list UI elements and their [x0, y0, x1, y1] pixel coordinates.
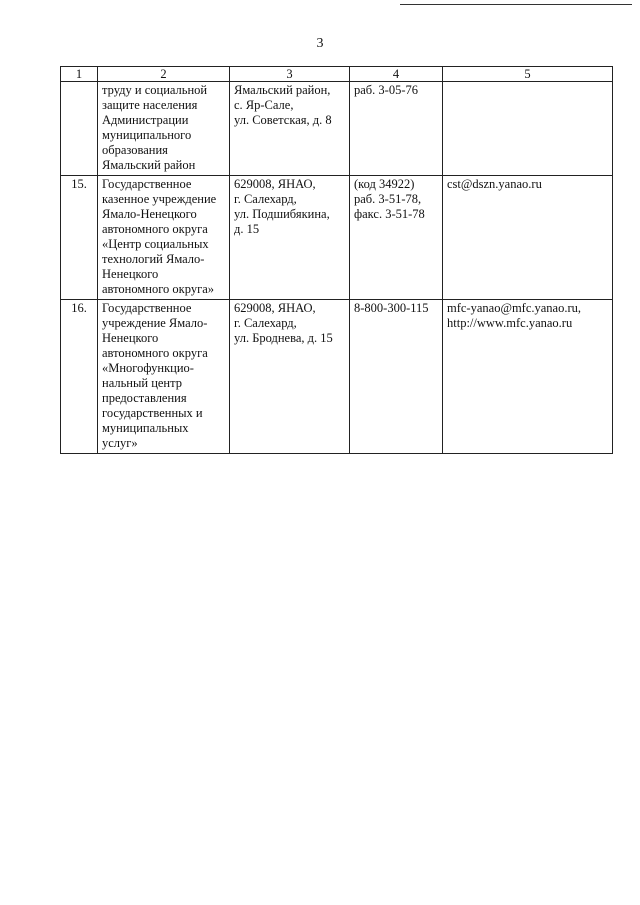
- cell-text-line: Ямальский район,: [234, 83, 331, 97]
- cell-text-line: государственных и: [102, 406, 203, 420]
- cell-text-line: (код 34922): [354, 177, 415, 191]
- address-cell: [230, 300, 350, 454]
- cell-text-line: д. 15: [234, 222, 260, 236]
- cell-text-line: раб. 3-51-78,: [354, 192, 422, 206]
- table-row: [61, 82, 613, 176]
- institution-name-cell: [98, 82, 230, 176]
- cell-text-line: нальный центр: [102, 376, 182, 390]
- cell-text-line: казенное учреждение: [102, 192, 217, 206]
- phone-cell: [350, 176, 443, 300]
- cell-text-line: Ямальский район: [102, 158, 196, 172]
- cell-text-line: «Многофункцио-: [102, 361, 194, 375]
- cell-text-line: Ненецкого: [102, 267, 159, 281]
- row-number-cell: [61, 82, 98, 176]
- contacts-cell: [443, 82, 613, 176]
- table-row: [61, 176, 613, 300]
- cell-text-line: Ненецкого: [102, 331, 159, 345]
- cell-text-line: 8-800-300-115: [354, 301, 429, 315]
- column-header: 5: [443, 67, 613, 82]
- cell-text-line: факс. 3-51-78: [354, 207, 425, 221]
- cell-text-line: услуг»: [102, 436, 138, 450]
- phone-cell: [350, 82, 443, 176]
- table-header-row: [61, 67, 613, 82]
- cell-text-line: Ямало-Ненецкого: [102, 207, 197, 221]
- contacts-cell: [443, 300, 613, 454]
- institution-name-cell: [98, 176, 230, 300]
- cell-text-line: с. Яр-Сале,: [234, 98, 294, 112]
- cell-text-line: Государственное: [102, 177, 192, 191]
- column-header: 3: [230, 67, 350, 82]
- cell-text-line: автономного округа»: [102, 282, 215, 296]
- cell-text-line: mfc-yanao@mfc.yanao.ru,: [447, 301, 582, 315]
- cell-text-line: Государственное: [102, 301, 192, 315]
- cell-text-line: http://www.mfc.yanao.ru: [447, 316, 573, 330]
- column-header: 4: [350, 67, 443, 82]
- cell-text-line: автономного округа: [102, 346, 208, 360]
- cell-text-line: г. Салехард,: [234, 316, 297, 330]
- page-number: 3: [316, 36, 324, 51]
- cell-text-line: образования: [102, 143, 168, 157]
- cell-text-line: муниципального: [102, 128, 192, 142]
- contacts-cell: [443, 176, 613, 300]
- cell-text-line: муниципальных: [102, 421, 189, 435]
- cell-text-line: Администрации: [102, 113, 189, 127]
- cell-text-line: труду и социальной: [102, 83, 208, 97]
- institution-name-cell: [98, 300, 230, 454]
- phone-cell: [350, 300, 443, 454]
- cell-text-line: г. Салехард,: [234, 192, 297, 206]
- address-cell: [230, 176, 350, 300]
- cell-text-line: 629008, ЯНАО,: [234, 301, 316, 315]
- column-header: 2: [98, 67, 230, 82]
- cell-text-line: автономного округа: [102, 222, 208, 236]
- cell-text-line: раб. 3-05-76: [354, 83, 418, 97]
- address-cell: [230, 82, 350, 176]
- row-number-cell: 16.: [61, 300, 98, 454]
- cell-text-line: 629008, ЯНАО,: [234, 177, 316, 191]
- cell-text-line: защите населения: [102, 98, 198, 112]
- cell-text-line: ул. Броднева, д. 15: [234, 331, 333, 345]
- table-row: [61, 300, 613, 454]
- cell-text-line: cst@dszn.yanao.ru: [447, 177, 542, 191]
- institutions-table: [60, 66, 613, 454]
- cell-text-line: предоставления: [102, 391, 187, 405]
- cell-text-line: учреждение Ямало-: [102, 316, 208, 330]
- cell-text-line: ул. Подшибякина,: [234, 207, 330, 221]
- cell-text-line: технологий Ямало-: [102, 252, 205, 266]
- row-number-cell: 15.: [61, 176, 98, 300]
- cell-text-line: ул. Советская, д. 8: [234, 113, 332, 127]
- top-rule: [400, 4, 632, 5]
- cell-text-line: «Центр социальных: [102, 237, 209, 251]
- column-header: 1: [61, 67, 98, 82]
